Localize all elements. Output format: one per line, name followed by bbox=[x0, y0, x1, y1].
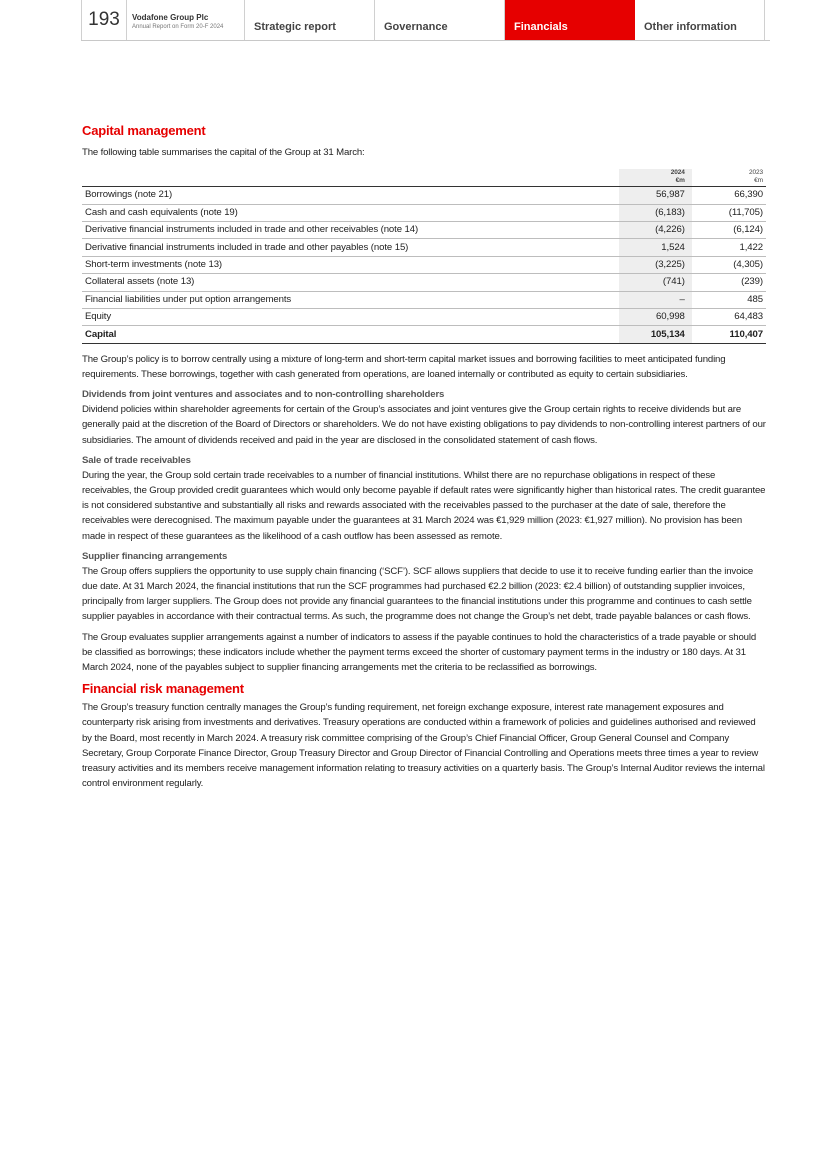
capital-table bbox=[82, 169, 766, 344]
col-2023-header: 2023 €m bbox=[748, 169, 763, 185]
table-total-row: Capital 105,134 110,407 bbox=[82, 326, 766, 343]
report-title: Annual Report on Form 20-F 2024 bbox=[132, 24, 224, 30]
financial-risk-text: The Group’s treasury function centrally manages the Group’s funding requirement, net foreign exchange exposure, interest rate management exposures and counterparty risk arising from investments and derivatives. Treasury operations are conducted within a framework of policies and guidelines authorised and reviewed by the Board, most recently in March 2024. A treasury risk committee comprising of the Group’s Chief Financial Officer, Group General Counsel and Company Secretary, Group Corporate Finance Director, Group Treasury Director and Group Director of Financial Controlling and Operations meets three times a year to review treasury activities and its members receive management information relating to treasury activities on a quarterly basis. The Group’s Internal Auditor reviews the internal control environment regularly. bbox=[82, 702, 765, 790]
tab-financials[interactable]: Financials bbox=[505, 0, 635, 40]
report-brand bbox=[127, 0, 245, 40]
capital-intro: The following table summarises the capital of the Group at 31 March: bbox=[82, 147, 365, 158]
dividends-text: Dividend policies within shareholder agreements for certain of the Group’s associates and joint ventures give the Group certain rights to receive dividends but are generally paid at the discretion of the Board of Directors or shareholders. We do not have existing obligations to pay dividends to non-controlling interest partners of our subsidiaries. The amount of dividends received and paid in the year are disclosed in the consolidated statement of cash flows. bbox=[82, 404, 766, 446]
supplier-financing-heading: Supplier financing arrangements bbox=[82, 550, 228, 562]
sale-of-receivables-text: During the year, the Group sold certain trade receivables to a number of financial institutions. Whilst there are no repurchase obligations in respect of these receivables, the Group provided credit guarantees which would only become payable if default rates were significantly higher than historical rates. The credit guarantee is not considered substantive and substantially all risks and rewards associated with the receivables passed to the purchaser at the date of sale, therefore the receivables were derecognised. The maximum payable under the guarantees at 31 March 2024 was €1,929 million (2023: €1,927 million). No provision has been made in respect of these guarantees as the likelihood of a cash outflow has been assessed as remote. bbox=[82, 469, 766, 542]
page-number: 193 bbox=[81, 0, 127, 40]
sale-of-receivables-heading: Sale of trade receivables bbox=[82, 454, 191, 466]
capital-policy-text: The Group’s policy is to borrow centrally using a mixture of long-term and short-term capital market issues and borrowing facilities to meet anticipated funding requirements. These borrowings, together with cash generated from operations, are loaned internally or contributed as equity to certain subsidiaries. bbox=[82, 353, 726, 380]
supplier-evaluation-text: The Group evaluates supplier arrangements against a number of indicators to assess if the payable continues to hold the characteristics of a trade payable or should be classified as borrowings; these indicators include whether the payment terms exceed the shorter of customary payment terms in the industry or 180 days. At 31 March 2024, none of the payables subject to supplier financing arrangements met the criteria to be reclassified as borrowings. bbox=[82, 631, 757, 673]
table-row: Financial liabilities under put option arrangements – 485 bbox=[82, 291, 766, 308]
capital-management-heading: Capital management bbox=[82, 123, 206, 138]
page-content bbox=[82, 122, 766, 791]
dividends-heading: Dividends from joint ventures and associates and to non-controlling shareholders bbox=[82, 389, 445, 401]
table-header-row bbox=[82, 169, 766, 187]
col-2024-header: 2024 €m bbox=[619, 169, 691, 187]
table-row: Borrowings (note 21) 56,987 66,390 bbox=[82, 187, 766, 204]
table-row: Equity 60,998 64,483 bbox=[82, 308, 766, 325]
tab-governance[interactable]: Governance bbox=[375, 0, 505, 40]
table-row: Short-term investments (note 13) (3,225) (4,305) bbox=[82, 256, 766, 273]
tab-strategic-report[interactable]: Strategic report bbox=[245, 0, 375, 40]
table-row: Collateral assets (note 13) (741) (239) bbox=[82, 274, 766, 291]
table-row: Derivative financial instruments included in trade and other receivables (note 14) (4,226) (6,124) bbox=[82, 221, 766, 238]
supplier-financing-text: The Group offers suppliers the opportunity to use supply chain financing (‘SCF’). SCF allows suppliers that decide to use it to receive funding earlier than the invoice due date. At 31 March 2024, the financial institutions that run the SCF programmes had purchased €2.2 billion (2023: €2.4 billion) of outstanding supplier invoices, principally from larger suppliers. The Group does not provide any financial guarantees to the financial institutions under this programme and continues to cash settle supplier payables in accordance with their contractual terms. As such, the programme does not change the Group’s net debt, trade payable balances or cash flows. bbox=[82, 565, 754, 623]
table-row: Cash and cash equivalents (note 19) (6,183) (11,705) bbox=[82, 204, 766, 221]
tab-other-information[interactable]: Other information bbox=[635, 0, 765, 40]
table-row: Derivative financial instruments included in trade and other payables (note 15) 1,524 1,422 bbox=[82, 239, 766, 256]
company-name: Vodafone Group Plc bbox=[132, 13, 209, 22]
financial-risk-management-heading: Financial risk management bbox=[82, 681, 244, 697]
top-navigation bbox=[81, 0, 770, 41]
